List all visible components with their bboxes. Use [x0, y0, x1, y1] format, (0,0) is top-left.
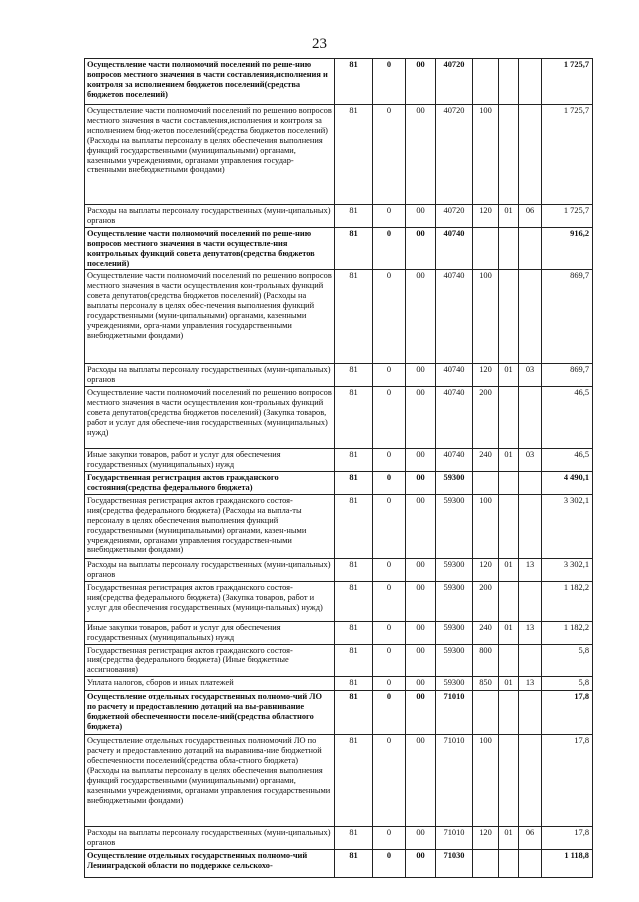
- code-section: 01: [499, 827, 519, 850]
- page-number: 23: [312, 36, 327, 52]
- table-row: [85, 827, 593, 850]
- code-section: [499, 105, 519, 205]
- code-expense-type: 850: [473, 677, 499, 691]
- code-section: [499, 494, 519, 558]
- code-program: 0: [373, 59, 406, 105]
- code-chapter: 81: [335, 270, 373, 364]
- amount: 5,8: [542, 677, 593, 691]
- code-chapter: 81: [335, 827, 373, 850]
- code-expense-type: [473, 472, 499, 495]
- row-description: Государственная регистрация актов гражданского состоя-ния(средства федерального бюджета) (Закупка товаров, работ и услуг для обеспечения государственных (муници-пальных) нужд): [85, 581, 335, 621]
- code-program: 0: [373, 449, 406, 472]
- table-row: [85, 581, 593, 621]
- code-expense-type: 240: [473, 621, 499, 644]
- code-target: 71010: [436, 735, 473, 827]
- code-expense-type: 100: [473, 270, 499, 364]
- amount: 1 725,7: [542, 205, 593, 228]
- code-subsection: 06: [519, 205, 542, 228]
- code-target: 59300: [436, 677, 473, 691]
- code-expense-type: [473, 227, 499, 270]
- code-target: 40740: [436, 387, 473, 449]
- code-target: 59300: [436, 621, 473, 644]
- code-subprogram: 00: [406, 449, 436, 472]
- code-subprogram: 00: [406, 621, 436, 644]
- code-chapter: 81: [335, 387, 373, 449]
- code-subprogram: 00: [406, 558, 436, 581]
- code-subprogram: 00: [406, 494, 436, 558]
- code-subsection: [519, 59, 542, 105]
- code-program: 0: [373, 270, 406, 364]
- code-subsection: [519, 850, 542, 878]
- code-subsection: [519, 581, 542, 621]
- code-subsection: [519, 227, 542, 270]
- code-target: 40740: [436, 364, 473, 387]
- code-subprogram: 00: [406, 581, 436, 621]
- table-row: [85, 270, 593, 364]
- code-chapter: 81: [335, 644, 373, 677]
- code-subprogram: 00: [406, 472, 436, 495]
- code-program: 0: [373, 621, 406, 644]
- code-subprogram: 00: [406, 735, 436, 827]
- row-description: Осуществление отдельных государственных полномо-чий ЛО по расчету и предоставлению дотаций на вы-равнивание бюджетной обеспеченности поселе-ний(средства областного бюджета): [85, 691, 335, 735]
- amount: 3 302,1: [542, 494, 593, 558]
- code-expense-type: 120: [473, 827, 499, 850]
- amount: 869,7: [542, 364, 593, 387]
- code-section: [499, 735, 519, 827]
- row-description: Расходы на выплаты персоналу государственных (муни-ципальных) органов: [85, 827, 335, 850]
- code-subsection: 03: [519, 449, 542, 472]
- row-description: Осуществление части полномочий поселений по реше-нию вопросов местного значения в части составления,исполнения и контроля за исполнением бюджетов поселений(средства бюджетов поселений): [85, 59, 335, 105]
- row-description: Иные закупки товаров, работ и услуг для обеспечения государственных (муниципальных) нужд: [85, 621, 335, 644]
- amount: 1 182,2: [542, 621, 593, 644]
- code-expense-type: 120: [473, 364, 499, 387]
- code-target: 40740: [436, 449, 473, 472]
- code-subprogram: 00: [406, 364, 436, 387]
- code-program: 0: [373, 205, 406, 228]
- code-chapter: 81: [335, 59, 373, 105]
- code-subprogram: 00: [406, 227, 436, 270]
- code-expense-type: 200: [473, 387, 499, 449]
- code-target: 40740: [436, 270, 473, 364]
- code-chapter: 81: [335, 227, 373, 270]
- amount: 4 490,1: [542, 472, 593, 495]
- code-subsection: [519, 644, 542, 677]
- code-section: [499, 691, 519, 735]
- code-chapter: 81: [335, 621, 373, 644]
- code-target: 40720: [436, 59, 473, 105]
- code-subsection: [519, 270, 542, 364]
- code-subprogram: 00: [406, 205, 436, 228]
- code-chapter: 81: [335, 472, 373, 495]
- code-target: 59300: [436, 494, 473, 558]
- code-expense-type: [473, 691, 499, 735]
- table-row: [85, 850, 593, 878]
- code-expense-type: 120: [473, 558, 499, 581]
- code-section: 01: [499, 364, 519, 387]
- code-subsection: 13: [519, 621, 542, 644]
- code-section: 01: [499, 449, 519, 472]
- code-subsection: [519, 472, 542, 495]
- code-section: [499, 227, 519, 270]
- code-program: 0: [373, 850, 406, 878]
- code-chapter: 81: [335, 205, 373, 228]
- code-section: [499, 387, 519, 449]
- row-description: Осуществление отдельных государственных полномо-чий Ленинградской области по поддержке сельскохо-: [85, 850, 335, 878]
- code-expense-type: [473, 59, 499, 105]
- code-section: [499, 581, 519, 621]
- code-target: 40720: [436, 105, 473, 205]
- table-row: [85, 735, 593, 827]
- code-chapter: 81: [335, 364, 373, 387]
- row-description: Расходы на выплаты персоналу государственных (муни-ципальных) органов: [85, 558, 335, 581]
- amount: 17,8: [542, 735, 593, 827]
- code-subsection: [519, 387, 542, 449]
- row-description: Иные закупки товаров, работ и услуг для обеспечения государственных (муниципальных) нужд: [85, 449, 335, 472]
- code-section: [499, 59, 519, 105]
- amount: 46,5: [542, 387, 593, 449]
- amount: 5,8: [542, 644, 593, 677]
- code-expense-type: 120: [473, 205, 499, 228]
- code-program: 0: [373, 644, 406, 677]
- code-subprogram: 00: [406, 850, 436, 878]
- code-program: 0: [373, 735, 406, 827]
- code-program: 0: [373, 827, 406, 850]
- row-description: Осуществление части полномочий поселений по решению вопросов местного значения в части осуществления кон-трольных функций совета депутатов(средства бюджетов поселений) (Закупка товаров, работ и услуг для обеспече-ния государственных (муниципальных) нужд): [85, 387, 335, 449]
- code-target: 71030: [436, 850, 473, 878]
- code-chapter: 81: [335, 850, 373, 878]
- code-expense-type: 200: [473, 581, 499, 621]
- code-subsection: [519, 735, 542, 827]
- code-section: 01: [499, 677, 519, 691]
- code-program: 0: [373, 105, 406, 205]
- table-row: [85, 105, 593, 205]
- budget-table-body: [85, 59, 593, 878]
- code-target: 71010: [436, 691, 473, 735]
- amount: 1 725,7: [542, 105, 593, 205]
- code-program: 0: [373, 472, 406, 495]
- code-target: 59300: [436, 581, 473, 621]
- table-row: [85, 449, 593, 472]
- code-program: 0: [373, 494, 406, 558]
- budget-table: [84, 58, 593, 878]
- code-subprogram: 00: [406, 644, 436, 677]
- amount: 17,8: [542, 691, 593, 735]
- code-subprogram: 00: [406, 691, 436, 735]
- table-row: [85, 558, 593, 581]
- code-subsection: 13: [519, 677, 542, 691]
- code-expense-type: 800: [473, 644, 499, 677]
- code-chapter: 81: [335, 691, 373, 735]
- amount: 1 118,8: [542, 850, 593, 878]
- code-target: 71010: [436, 827, 473, 850]
- amount: 916,2: [542, 227, 593, 270]
- code-subprogram: 00: [406, 105, 436, 205]
- code-program: 0: [373, 387, 406, 449]
- code-target: 59300: [436, 644, 473, 677]
- table-row: [85, 59, 593, 105]
- code-chapter: 81: [335, 677, 373, 691]
- code-chapter: 81: [335, 558, 373, 581]
- table-row: [85, 494, 593, 558]
- code-subsection: 13: [519, 558, 542, 581]
- code-program: 0: [373, 227, 406, 270]
- code-subsection: [519, 105, 542, 205]
- table-row: [85, 227, 593, 270]
- code-target: 59300: [436, 558, 473, 581]
- code-subsection: 06: [519, 827, 542, 850]
- code-subprogram: 00: [406, 677, 436, 691]
- code-program: 0: [373, 364, 406, 387]
- row-description: Государственная регистрация актов гражданского состоя-ния(средства федерального бюджета) (Расходы на выпла-ты персоналу в целях обеспечения выполнения функций государственными (муниципальными) органами, казен-ными учреждениями, органами управления государствен-ными внебюджетными фондами): [85, 494, 335, 558]
- amount: 869,7: [542, 270, 593, 364]
- code-chapter: 81: [335, 735, 373, 827]
- code-section: 01: [499, 558, 519, 581]
- table-row: [85, 205, 593, 228]
- code-section: 01: [499, 621, 519, 644]
- table-row: [85, 677, 593, 691]
- table-row: [85, 644, 593, 677]
- row-description: Осуществление части полномочий поселений по реше-нию вопросов местного значения в части осуществле-ния контрольных функций совета депутатов(средства бюджетов поселений): [85, 227, 335, 270]
- code-program: 0: [373, 581, 406, 621]
- code-subsection: 03: [519, 364, 542, 387]
- code-expense-type: [473, 850, 499, 878]
- table-row: [85, 472, 593, 495]
- code-program: 0: [373, 691, 406, 735]
- code-section: [499, 644, 519, 677]
- row-description: Расходы на выплаты персоналу государственных (муни-ципальных) органов: [85, 364, 335, 387]
- code-subprogram: 00: [406, 59, 436, 105]
- code-subprogram: 00: [406, 270, 436, 364]
- code-section: [499, 472, 519, 495]
- code-subprogram: 00: [406, 387, 436, 449]
- table-row: [85, 691, 593, 735]
- row-description: Осуществление части полномочий поселений по решению вопросов местного значения в части осуществления кон-трольных функций совета депутатов(средства бюджетов поселений) (Расходы на выплаты персоналу в целях обес-печения выполнения функций государственными (муни-ципальными) органами, казенными учреждениями, орга-нами управления государственными внебюджетными фондами): [85, 270, 335, 364]
- code-subsection: [519, 494, 542, 558]
- code-target: 59300: [436, 472, 473, 495]
- code-expense-type: 100: [473, 735, 499, 827]
- code-expense-type: 240: [473, 449, 499, 472]
- row-description: Уплата налогов, сборов и иных платежей: [85, 677, 335, 691]
- code-expense-type: 100: [473, 494, 499, 558]
- row-description: Государственная регистрация актов гражданского состояния(средства федерального бюджета): [85, 472, 335, 495]
- row-description: Государственная регистрация актов гражданского состоя-ния(средства федерального бюджета) (Иные бюджетные ассигнования): [85, 644, 335, 677]
- code-program: 0: [373, 677, 406, 691]
- code-section: 01: [499, 205, 519, 228]
- amount: 1 725,7: [542, 59, 593, 105]
- code-subprogram: 00: [406, 827, 436, 850]
- code-section: [499, 270, 519, 364]
- code-target: 40720: [436, 205, 473, 228]
- table-row: [85, 621, 593, 644]
- table-row: [85, 364, 593, 387]
- code-chapter: 81: [335, 581, 373, 621]
- amount: 17,8: [542, 827, 593, 850]
- amount: 46,5: [542, 449, 593, 472]
- amount: 3 302,1: [542, 558, 593, 581]
- row-description: Осуществление отдельных государственных полномочий ЛО по расчету и предоставлению дотаций на выравнива-ние бюджетной обеспеченности поселений(средства обла-стного бюджета) (Расходы на выплаты персоналу в целях обеспечения выполнения функций государственными (муниципальными) органами, казенными учреждениями, органами управления государственными внебюджетными фондами): [85, 735, 335, 827]
- code-subsection: [519, 691, 542, 735]
- code-chapter: 81: [335, 494, 373, 558]
- code-target: 40740: [436, 227, 473, 270]
- table-row: [85, 387, 593, 449]
- code-program: 0: [373, 558, 406, 581]
- code-section: [499, 850, 519, 878]
- code-chapter: 81: [335, 105, 373, 205]
- row-description: Осуществление части полномочий поселений по решению вопросов местного значения в части составления,исполнения и контроля за исполнением бюд-жетов поселений(средства бюджетов поселений) (Расходы на выплаты персоналу в целях обеспечения выполнения функций государственными (муниципальными) органами, казенными учреждениями, органами управления государ-ственными внебюджетными фондами): [85, 105, 335, 205]
- row-description: Расходы на выплаты персоналу государственных (муни-ципальных) органов: [85, 205, 335, 228]
- code-chapter: 81: [335, 449, 373, 472]
- code-expense-type: 100: [473, 105, 499, 205]
- amount: 1 182,2: [542, 581, 593, 621]
